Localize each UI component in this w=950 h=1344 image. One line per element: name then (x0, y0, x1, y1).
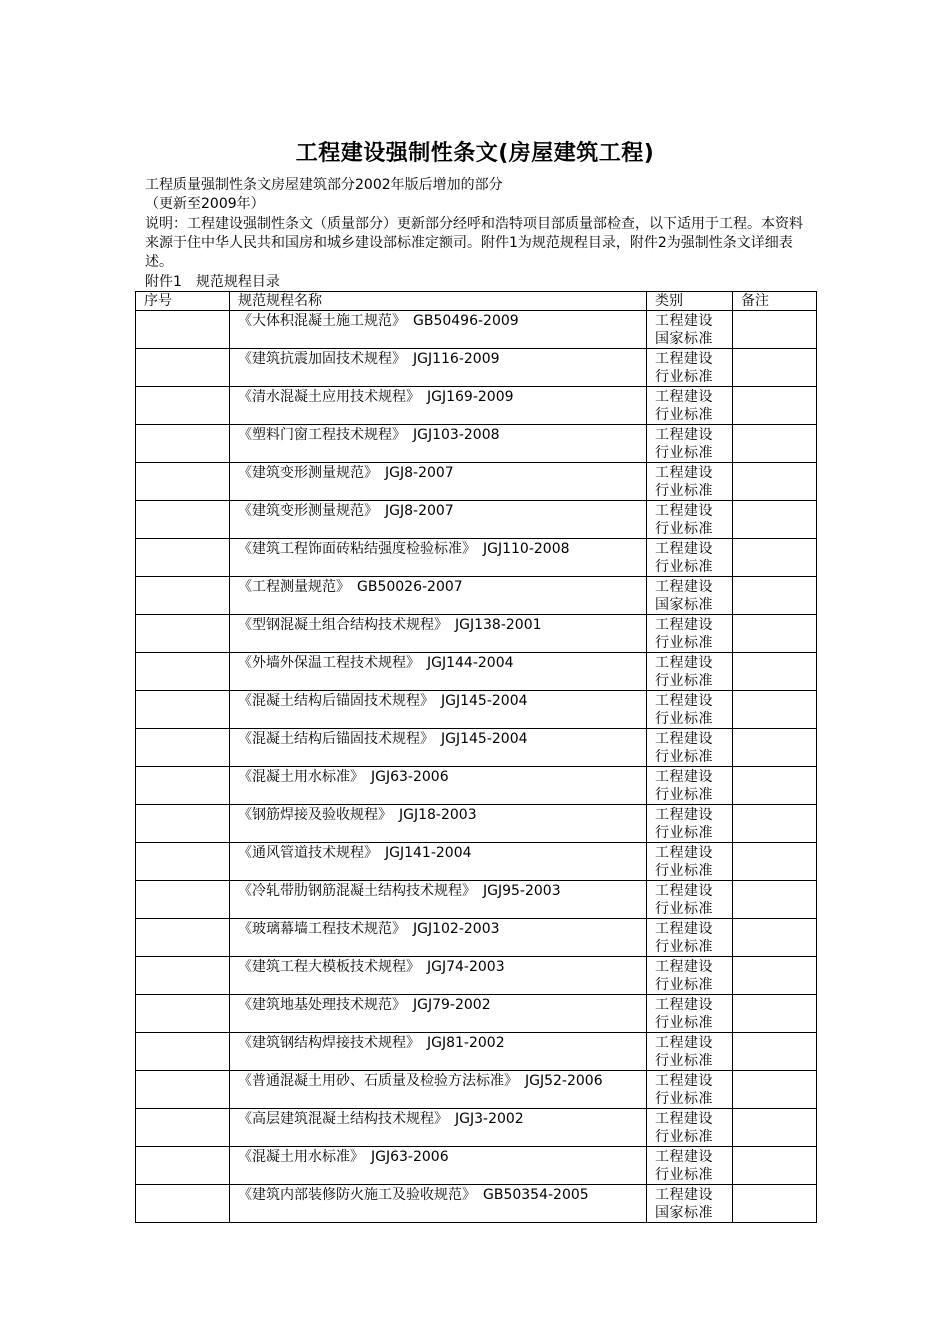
spec-name: 《建筑工程大模板技术规程》 JGJ74-2003 (230, 957, 647, 995)
table-row (136, 653, 817, 691)
document-title: 工程建设强制性条文(房屋建筑工程) (295, 141, 655, 166)
header-number: 序号 (136, 292, 230, 311)
category-line-2: 行业标准 (655, 673, 713, 689)
row-remarks (733, 767, 817, 805)
category-line-2: 行业标准 (655, 559, 713, 575)
table-row (136, 729, 817, 767)
spec-name: 《通风管道技术规程》 JGJ141-2004 (230, 843, 647, 881)
row-number (136, 1033, 230, 1071)
spec-category (647, 1109, 733, 1147)
category-line-1: 工程建设 (655, 1073, 713, 1089)
category-line-1: 工程建设 (655, 655, 713, 671)
spec-name: 《工程测量规范》 GB50026-2007 (230, 577, 647, 615)
category-line-1: 工程建设 (655, 617, 713, 633)
spec-category (647, 919, 733, 957)
spec-category (647, 501, 733, 539)
table-row (136, 615, 817, 653)
spec-category (647, 653, 733, 691)
spec-category (647, 729, 733, 767)
spec-category (647, 1147, 733, 1185)
spec-name: 《外墙外保温工程技术规程》 JGJ144-2004 (230, 653, 647, 691)
row-number (136, 463, 230, 501)
category-line-2: 行业标准 (655, 445, 713, 461)
row-remarks (733, 843, 817, 881)
category-line-1: 工程建设 (655, 389, 713, 405)
spec-name: 《清水混凝土应用技术规程》 JGJ169-2009 (230, 387, 647, 425)
row-remarks (733, 805, 817, 843)
category-line-1: 工程建设 (655, 731, 713, 747)
spec-category (647, 805, 733, 843)
spec-name: 《型钢混凝土组合结构技术规程》 JGJ138-2001 (230, 615, 647, 653)
row-number (136, 653, 230, 691)
category-line-2: 行业标准 (655, 863, 713, 879)
table-row (136, 767, 817, 805)
category-line-2: 行业标准 (655, 407, 713, 423)
spec-name: 《建筑内部装修防火施工及验收规范》 GB50354-2005 (230, 1185, 647, 1223)
spec-name: 《混凝土结构后锚固技术规程》 JGJ145-2004 (230, 691, 647, 729)
row-number (136, 349, 230, 387)
specification-table (135, 291, 817, 1223)
category-line-2: 国家标准 (655, 331, 713, 347)
table-row (136, 577, 817, 615)
category-line-2: 行业标准 (655, 635, 713, 651)
table-row (136, 957, 817, 995)
category-line-2: 行业标准 (655, 901, 713, 917)
category-line-2: 行业标准 (655, 825, 713, 841)
category-line-2: 行业标准 (655, 1015, 713, 1031)
row-number (136, 805, 230, 843)
spec-name: 《塑料门窗工程技术规程》 JGJ103-2008 (230, 425, 647, 463)
table-row (136, 349, 817, 387)
row-remarks (733, 1071, 817, 1109)
category-line-1: 工程建设 (655, 693, 713, 709)
category-line-1: 工程建设 (655, 845, 713, 861)
row-remarks (733, 691, 817, 729)
row-remarks (733, 995, 817, 1033)
row-remarks (733, 881, 817, 919)
spec-category (647, 615, 733, 653)
row-number (136, 1109, 230, 1147)
row-remarks (733, 311, 817, 349)
category-line-2: 行业标准 (655, 787, 713, 803)
description-paragraph: 说明：工程建设强制性条文（质量部分）更新部分经呼和浩特项目部质量部检查，以下适用于工程。本资料来源于住中华人民共和国房和城乡建设部标准定额司。附件1为规范规程目录，附件2为强制性条文详细表述。 (145, 216, 803, 270)
category-line-2: 行业标准 (655, 939, 713, 955)
category-line-2: 行业标准 (655, 977, 713, 993)
spec-name: 《混凝土用水标准》 JGJ63-2006 (230, 767, 647, 805)
category-line-1: 工程建设 (655, 351, 713, 367)
category-line-1: 工程建设 (655, 1111, 713, 1127)
spec-category (647, 881, 733, 919)
row-number (136, 1071, 230, 1109)
table-row (136, 1147, 817, 1185)
spec-name: 《建筑工程饰面砖粘结强度检验标准》 JGJ110-2008 (230, 539, 647, 577)
header-remarks: 备注 (733, 292, 817, 311)
category-line-2: 行业标准 (655, 483, 713, 499)
spec-name: 《建筑变形测量规范》 JGJ8-2007 (230, 463, 647, 501)
row-remarks (733, 577, 817, 615)
table-row (136, 425, 817, 463)
category-line-1: 工程建设 (655, 1187, 713, 1203)
table-row (136, 1109, 817, 1147)
table-header-row (136, 292, 817, 311)
spec-name: 《钢筋焊接及验收规程》 JGJ18-2003 (230, 805, 647, 843)
spec-name: 《冷轧带肋钢筋混凝土结构技术规程》 JGJ95-2003 (230, 881, 647, 919)
table-row (136, 501, 817, 539)
spec-category (647, 691, 733, 729)
row-remarks (733, 1109, 817, 1147)
row-number (136, 691, 230, 729)
appendix-label: 附件1 规范规程目录 (145, 274, 280, 290)
row-remarks (733, 1033, 817, 1071)
row-remarks (733, 729, 817, 767)
spec-name: 《高层建筑混凝土结构技术规程》 JGJ3-2002 (230, 1109, 647, 1147)
category-line-1: 工程建设 (655, 769, 713, 785)
row-number (136, 615, 230, 653)
category-line-1: 工程建设 (655, 313, 713, 329)
table-row (136, 919, 817, 957)
category-line-2: 行业标准 (655, 1091, 713, 1107)
category-line-2: 行业标准 (655, 749, 713, 765)
spec-category (647, 1071, 733, 1109)
spec-category (647, 425, 733, 463)
category-line-1: 工程建设 (655, 883, 713, 899)
spec-name: 《建筑变形测量规范》 JGJ8-2007 (230, 501, 647, 539)
spec-category (647, 957, 733, 995)
table-row (136, 463, 817, 501)
intro-line: 工程质量强制性条文房屋建筑部分2002年版后增加的部分 (145, 177, 503, 193)
spec-name: 《混凝土结构后锚固技术规程》 JGJ145-2004 (230, 729, 647, 767)
header-category: 类别 (647, 292, 733, 311)
row-number (136, 957, 230, 995)
spec-name: 《混凝土用水标准》 JGJ63-2006 (230, 1147, 647, 1185)
spec-category (647, 311, 733, 349)
row-remarks (733, 463, 817, 501)
category-line-1: 工程建设 (655, 807, 713, 823)
row-number (136, 1185, 230, 1223)
category-line-1: 工程建设 (655, 541, 713, 557)
header-spec-name: 规范规程名称 (230, 292, 647, 311)
spec-category (647, 843, 733, 881)
table-row (136, 539, 817, 577)
table-row (136, 1033, 817, 1071)
row-remarks (733, 425, 817, 463)
table-row (136, 387, 817, 425)
table-row (136, 995, 817, 1033)
spec-name: 《大体积混凝土施工规范》 GB50496-2009 (230, 311, 647, 349)
spec-name: 《建筑抗震加固技术规程》 JGJ116-2009 (230, 349, 647, 387)
spec-name: 《普通混凝土用砂、石质量及检验方法标准》 JGJ52-2006 (230, 1071, 647, 1109)
spec-category (647, 539, 733, 577)
row-number (136, 1147, 230, 1185)
spec-category (647, 1185, 733, 1223)
table-row (136, 843, 817, 881)
table-row (136, 1071, 817, 1109)
row-remarks (733, 387, 817, 425)
spec-name: 《玻璃幕墙工程技术规范》 JGJ102-2003 (230, 919, 647, 957)
row-remarks (733, 957, 817, 995)
category-line-2: 国家标准 (655, 597, 713, 613)
row-remarks (733, 501, 817, 539)
spec-name: 《建筑地基处理技术规范》 JGJ79-2002 (230, 995, 647, 1033)
category-line-1: 工程建设 (655, 503, 713, 519)
spec-category (647, 577, 733, 615)
category-line-1: 工程建设 (655, 427, 713, 443)
category-line-2: 行业标准 (655, 521, 713, 537)
category-line-2: 行业标准 (655, 1053, 713, 1069)
row-number (136, 577, 230, 615)
category-line-1: 工程建设 (655, 1035, 713, 1051)
row-number (136, 387, 230, 425)
spec-category (647, 387, 733, 425)
spec-category (647, 349, 733, 387)
row-remarks (733, 919, 817, 957)
row-number (136, 767, 230, 805)
update-note: （更新至2009年） (145, 196, 265, 212)
table-row (136, 881, 817, 919)
category-line-2: 国家标准 (655, 1205, 713, 1221)
category-line-2: 行业标准 (655, 1129, 713, 1145)
row-number (136, 311, 230, 349)
row-number (136, 881, 230, 919)
spec-category (647, 1033, 733, 1071)
row-number (136, 501, 230, 539)
spec-category (647, 463, 733, 501)
row-remarks (733, 349, 817, 387)
row-remarks (733, 653, 817, 691)
row-remarks (733, 539, 817, 577)
row-number (136, 843, 230, 881)
table-row (136, 311, 817, 349)
category-line-1: 工程建设 (655, 465, 713, 481)
row-remarks (733, 615, 817, 653)
row-remarks (733, 1147, 817, 1185)
row-number (136, 995, 230, 1033)
category-line-2: 行业标准 (655, 369, 713, 385)
row-number (136, 425, 230, 463)
table-row (136, 691, 817, 729)
row-number (136, 539, 230, 577)
spec-category (647, 995, 733, 1033)
row-number (136, 729, 230, 767)
row-number (136, 919, 230, 957)
table-row (136, 805, 817, 843)
category-line-1: 工程建设 (655, 959, 713, 975)
spec-category (647, 767, 733, 805)
table-body (136, 311, 817, 1223)
category-line-2: 行业标准 (655, 1167, 713, 1183)
spec-name: 《建筑钢结构焊接技术规程》 JGJ81-2002 (230, 1033, 647, 1071)
category-line-1: 工程建设 (655, 921, 713, 937)
category-line-1: 工程建设 (655, 579, 713, 595)
table-row (136, 1185, 817, 1223)
category-line-1: 工程建设 (655, 997, 713, 1013)
row-remarks (733, 1185, 817, 1223)
category-line-1: 工程建设 (655, 1149, 713, 1165)
category-line-2: 行业标准 (655, 711, 713, 727)
